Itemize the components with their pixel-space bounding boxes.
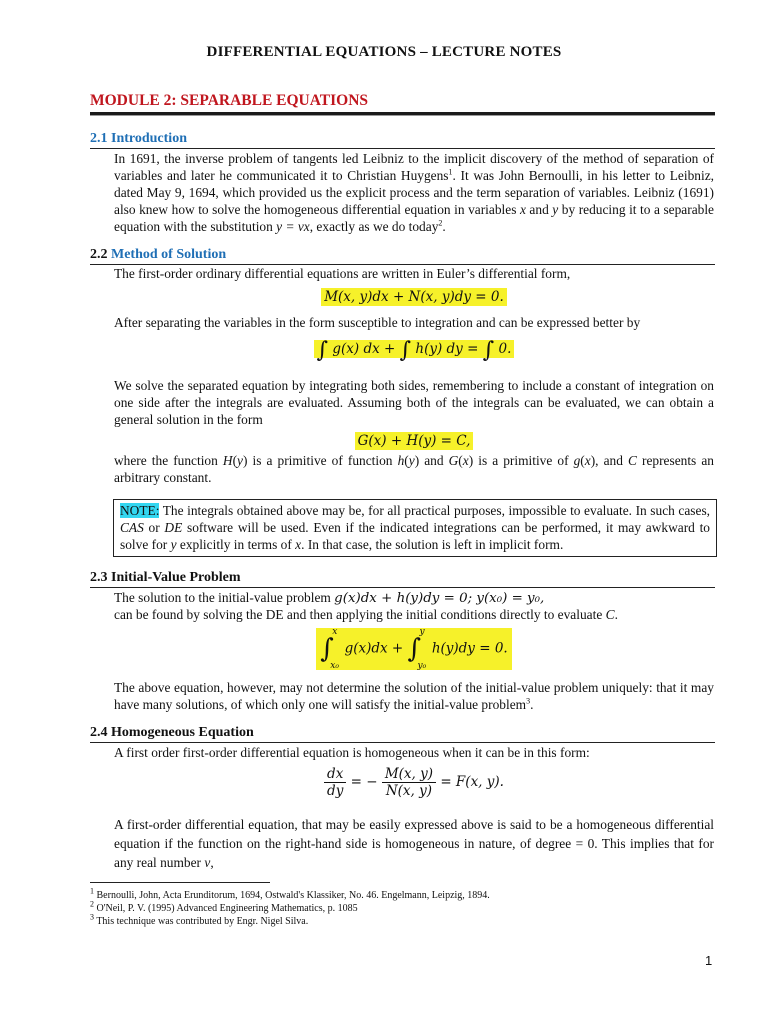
math-var: C [605, 607, 615, 622]
emphasis: CAS [120, 520, 144, 535]
text-run: by reducing it to a separable equation with the substitution [114, 202, 714, 234]
footnote-ref: 2 [438, 218, 443, 228]
footnote-item [90, 912, 730, 928]
footnotes [90, 886, 730, 928]
math-var: x [519, 202, 526, 217]
section-2-3-evaluate-text [114, 606, 714, 623]
eq-part: g(x)dx + [344, 640, 404, 657]
text-run: , exactly as we do today [309, 219, 439, 234]
integral-limits: ∫ y y₀ [407, 627, 427, 671]
fraction-m-n [382, 766, 436, 799]
text-run: . [614, 607, 618, 622]
integral-limits: ∫ x x₀ [320, 627, 339, 671]
text-run: where the function [114, 453, 223, 468]
footnote-mark: 1 [90, 886, 94, 896]
section-2-2-heading [90, 247, 715, 265]
section-2-3-heading [90, 570, 715, 588]
document-title: DIFFERENTIAL EQUATIONS – LECTURE NOTES [206, 44, 562, 60]
section-number: 2.3 [90, 570, 108, 585]
text-run: . [442, 219, 446, 234]
footnote-item [90, 886, 730, 902]
math-expression: y = vx [276, 219, 310, 234]
math-var: y [552, 202, 559, 217]
math-var: H [222, 453, 233, 468]
section-title: Homogeneous Equation [111, 725, 254, 740]
text-run: . In that case, the solution is left in implicit form. [301, 537, 564, 552]
text-run: The above equation, however, may not determine the solution of the initial-value problem uniquely: that it may have many solutions, of which only one will satisfy the initial-value problem [114, 680, 714, 712]
lower-limit: y₀ [417, 661, 427, 671]
equation-highlight [316, 628, 511, 670]
text-run: ) is a primitive of function [242, 453, 398, 468]
eq-part: g(x) dx + [332, 341, 396, 357]
section-number: 2.4 [90, 725, 108, 740]
eq-part: = F(x, y). [440, 774, 504, 790]
text-run: ( [580, 453, 585, 468]
text-run: The solution to the initial-value problem [114, 590, 335, 605]
module-divider [90, 112, 715, 116]
euler-form-equation [114, 289, 714, 305]
homogeneous-equation [114, 766, 714, 799]
denominator: N(x, y) [385, 783, 433, 799]
math-var: x [295, 537, 302, 552]
note-box [113, 499, 717, 557]
math-var: y [237, 453, 243, 468]
section-title: Method of Solution [111, 247, 227, 262]
section-2-2-separation-text: After separating the variables in the form susceptible to integration and can be expressed better by [114, 315, 641, 330]
eq-part: h(y) dy = [415, 341, 479, 357]
text-run: represents an arbitrary constant. [114, 453, 714, 485]
text-run: In 1691, the inverse problem of tangents led Leibniz to the implicit discovery of the method of separation of variables and later he communicated it to Christian Huygens [114, 151, 714, 183]
section-2-4-heading [90, 725, 715, 743]
math-var: v [204, 855, 211, 870]
section-2-3-intro [114, 589, 714, 607]
footnote-ref: 3 [526, 696, 531, 706]
numerator: M(x, y) [382, 766, 436, 783]
text-run: software will be used. Even if the indicated integrations can be performed, it may awkward to solve for [120, 520, 710, 552]
module-title: MODULE 2: SEPARABLE EQUATIONS [90, 92, 369, 109]
eq-part: = − [350, 774, 378, 790]
denominator: dy [327, 783, 344, 799]
page-number: 1 [705, 953, 713, 968]
equation-highlight: M(x, y)dx + N(x, y)dy = 0. [321, 288, 507, 306]
math-var: g [573, 453, 581, 468]
math-var: C [627, 453, 637, 468]
math-var: y [170, 537, 177, 552]
eq-part: h(y)dy = 0. [431, 640, 508, 657]
section-2-2-solve-text: We solve the separated equation by integrating both sides, remembering to include a constant of integration on one side after the integrals are evaluated. Assuming both of the integrals can be evaluated, we can obtain a general solution in the form [114, 378, 714, 427]
section-2-1-heading [90, 131, 715, 149]
text-run: can be found by solving the DE and then applying the initial conditions directly to evaluate [114, 607, 606, 622]
section-2-4-intro: A first order first-order differential equation is homogeneous when it can be in this form: [114, 745, 590, 760]
math-var: y [408, 453, 415, 468]
text-run: . It was John Bernoulli, in his letter to Leibniz, dated May 9, 1694, which provided us the explicit process and the term separation of variables. Leibniz (1691) also knew how to solve the homogeneous differential equation in variables [114, 168, 714, 217]
footnote-mark: 2 [90, 899, 94, 909]
text-run: A first-order differential equation, that may be easily expressed above is said to be a homogeneous differential equation if the function on the right-hand side is homogeneous in nature, of degree = 0. This implies that for any real number [114, 817, 714, 870]
math-var: h [397, 453, 405, 468]
section-title: Introduction [111, 131, 187, 146]
math-expression: g(x)dx + h(y)dy = 0; y(x₀) = y₀, [334, 591, 545, 606]
text-run: and [525, 202, 553, 217]
equation-highlight: G(x) + H(y) = C, [355, 432, 474, 450]
section-2-2-primitive-text [114, 452, 714, 486]
section-2-2-intro: The first-order ordinary differential equations are written in Euler’s differential form, [114, 266, 571, 281]
math-var: x [462, 453, 469, 468]
footnote-item [90, 899, 730, 915]
definite-integral-equation [114, 628, 714, 670]
text-run: ( [458, 453, 463, 468]
upper-limit: x [332, 627, 338, 637]
fraction-dx-dy [324, 766, 346, 799]
section-2-4-definition-text [114, 815, 714, 872]
math-var: x [584, 453, 591, 468]
text-run: ( [232, 453, 238, 468]
lower-limit: x₀ [330, 661, 339, 671]
footnote-text: Bernoulli, John, Acta Erunditorum, 1694, Ostwald's Klassiker, No. 46. Engelmann, Leipzig, 1894. [94, 890, 490, 901]
text-run: The integrals obtained above may be, for all practical purposes, impossible to evaluate. In such cases, [159, 503, 710, 518]
text-run: ( [404, 453, 409, 468]
text-run: . [530, 697, 534, 712]
equation-highlight: ∫ g(x) dx + ∫ h(y) dy = ∫ 0. [314, 340, 515, 358]
emphasis: DE [164, 520, 183, 535]
numerator: dx [324, 766, 346, 783]
text-run: explicitly in terms of [176, 537, 296, 552]
footnote-text: This technique was contributed by Engr. Nigel Silva. [94, 916, 309, 927]
text-run: ) and [414, 453, 449, 468]
eq-part: 0. [498, 341, 512, 357]
upper-limit: y [419, 627, 425, 637]
footnote-divider [90, 882, 270, 883]
math-var: G [448, 453, 459, 468]
section-2-3-uniqueness-text [114, 679, 714, 713]
note-label: NOTE: [120, 503, 160, 518]
footnote-text: O'Neil, P. V. (1995) Advanced Engineering Mathematics, p. 1085 [94, 903, 358, 914]
text-run: ), and [590, 453, 628, 468]
section-number: 2.2 [90, 247, 108, 262]
section-title: Initial-Value Problem [111, 570, 241, 585]
general-solution-equation [114, 433, 714, 449]
footnote-ref: 1 [448, 167, 453, 177]
text-run: or [143, 520, 165, 535]
text-run: , [210, 855, 214, 870]
text-run: ) is a primitive of [468, 453, 574, 468]
section-number: 2.1 [90, 131, 108, 146]
section-2-1-paragraph [114, 150, 714, 235]
footnote-mark: 3 [90, 912, 94, 922]
integral-equation [114, 338, 714, 363]
